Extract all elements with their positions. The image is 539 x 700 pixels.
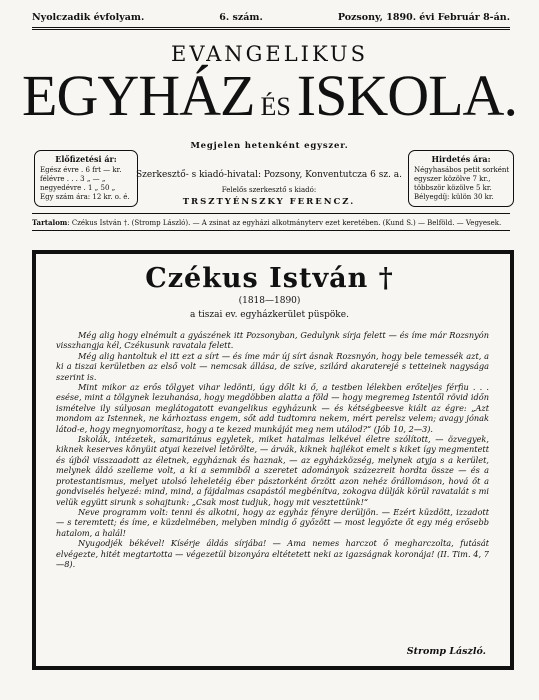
obituary-title: Czékus István † [145, 263, 394, 294]
top-rule-thin [32, 29, 510, 30]
subscription-row: Egy szám ára: 12 kr. o. é. [40, 193, 130, 201]
title-part1: EGYHÁZ [22, 63, 255, 128]
ads-row: Négyhasábos petit sorként [414, 166, 510, 174]
place-date: Pozsony, 1890. évi Február 8-án. [337, 12, 510, 23]
issue-number: 6. szám. [219, 12, 263, 23]
editor-name: TRSZTYÉNSZKY FERENCZ. [182, 197, 356, 207]
subscription-row: Egész évre . 6 frt — kr. [40, 166, 122, 174]
table-of-contents [32, 218, 510, 227]
obituary-paragraph: Még alig hogy elnémult a gyászének itt Pozsonyban, Gedulynk sírja felett — és íme már Rozsnyón visszhangja kél, Czékusunk ravatala felett. [56, 330, 489, 351]
title-es: ÉS [260, 92, 291, 121]
top-rule [32, 27, 510, 28]
obituary-paragraph: Iskolák, intézetek, samaritánus egyletek, miket hatalmas lelkével életre szólított, — özvegyek, kiknek keserves könyüit atyai kezeivel letörölte, — árvák, kiknek hajlékot emelt s kiket így megmentett és újból visszaadott az életnek, egyháznak és haznak, — az egyházközség, melynek atyja s a kerület, melynek áldó szelleme volt, a ki a semmiből a szeretet adományok százezreit hordta össze — és a protestantismus, melyet utolsó leheletéig éber pásztorként őrzött azon nehéz őrállomáson, hová őt a gondviselés helyezé: mind, mind, a fájdalmas csapástól megbénítva, zokogva dülják körül ravatalát s mi velük együtt sirunk s sohajtunk: „Csak most tudjuk, hogy mit vesztettünk!“ [56, 434, 489, 507]
obituary-dates: (1818—1890) [238, 296, 301, 306]
obituary-paragraph: Neve programm volt: tenni és alkotni, hogy az egyház fényre derüljön. — Ezért küzdött, izzadott — s teremtett; és íme, e küzdelmében, melyben mindig ő győzött — most legyőzte őt egy még erősebb hatalom, a halál! [56, 506, 489, 538]
office-address: Szerkesztő- s kiadó-hivatal: Pozsony, Konventutcza 6 sz. a. [135, 170, 403, 180]
obituary-signature: Stromp László. [406, 646, 486, 657]
contents-text: : Czékus István †. (Stromp László). — A zsinat az egyházi alkotmányterv ezet keretében. (Kund S.) — Belföld. — Vegyesek. [67, 219, 502, 227]
masthead-topline [32, 12, 510, 23]
editor-label: Felelős szerkesztő s kiadó: [221, 186, 317, 194]
obituary-body [56, 330, 489, 569]
masthead-title [0, 64, 539, 139]
ads-row: többször közölve 5 kr. [414, 184, 492, 192]
obituary-role: a tiszai ev. egyházkerület püspöke. [190, 310, 349, 320]
obituary-paragraph: Nyugodjék békével! Kísérje áldás sírjába! — Ama nemes harczot ő megharczolta, futását elvégezte, hitét megtartotta — végezetül bizonyára eltétetett neki az igazságnak koronája! (II. Tim. 4, 7—8). [56, 538, 489, 569]
subscription-row: félévre . . . 3 „ — „ [40, 175, 106, 183]
ads-row: Bélyegdíj: külön 30 kr. [414, 193, 494, 201]
ads-box [408, 150, 514, 207]
volume-year: Nyolczadik évfolyam. [32, 12, 145, 23]
ads-heading: Hirdetés ára: [431, 154, 491, 164]
contents-label: Tartalom [32, 218, 68, 227]
obituary-paragraph: Mint mikor az erős tölgyet vihar ledönti, úgy dőlt ki ő, a testben lélekben erőteljes férfiu . . . esése, mint a tölgynek lezuhanása, hogy megdöbben alatta a föld — hogy megremeg Istentől rövid időn ismételve ily súlyosan meglátogatott evangelikus egyházunk — és kétségbeesve kiált az égre: „Azt mondom az Istennek, ne kárhoztass engem, sőt add tudtomra nekem, mért perelsz velem; avagy jónak látod-e, hogy megnyomorítasz, hogy a te kezed munkáját meg nem utálod?“ (Jób 10, 2—3). [56, 382, 489, 434]
masthead-pretitle: EVANGELIKUS [171, 42, 368, 66]
contents-rule-top [32, 213, 510, 214]
ads-row: egyszer közölve 7 kr., [414, 175, 491, 183]
subscription-box [34, 150, 138, 207]
masthead-subtitle: Megjelen hetenként egyszer. [190, 141, 349, 151]
subscription-row: negyedévre . 1 „ 50 „ [40, 184, 116, 192]
subscription-heading: Előfizetési ár: [55, 154, 117, 164]
title-part2: ISKOLA. [296, 63, 517, 128]
contents-rule-bottom [32, 230, 510, 231]
obituary-paragraph: Még alig hantoltuk el itt ezt a sírt — és íme már új sírt ásnak Rozsnyón, hogy bele temessék azt, a ki a tiszai kerületben az első volt — nemcsak állása, de szíve, szilárd akaraterejé s tetteinek nagysága szerint is. [56, 350, 489, 382]
